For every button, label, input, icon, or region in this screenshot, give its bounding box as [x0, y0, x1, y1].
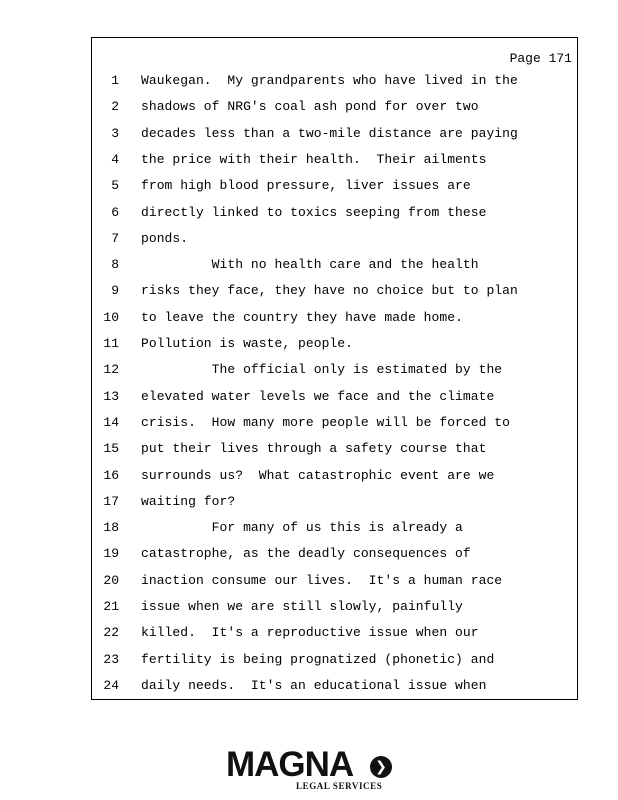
transcript-line	[92, 152, 577, 168]
line-text: decades less than a two-mile distance are paying	[141, 125, 518, 141]
line-text: Pollution is waste, people.	[141, 336, 353, 351]
line-text: elevated water levels we face and the climate	[141, 388, 495, 404]
line-text: ponds.	[141, 230, 189, 246]
transcript-page	[91, 37, 578, 700]
page-number: Page 171	[509, 51, 572, 66]
line-number: 13	[103, 388, 119, 404]
line-text: directly linked to toxics seeping from these	[141, 204, 487, 220]
line-text: fertility is being prognatized (phonetic) and	[141, 651, 495, 667]
line-number: 2	[111, 99, 119, 115]
logo-subtitle: LEGAL SERVICES	[296, 781, 383, 791]
line-number: 18	[103, 520, 119, 536]
line-text: With no health care and the health	[141, 257, 479, 273]
line-text: waiting for?	[141, 493, 236, 509]
line-number: 21	[103, 599, 119, 614]
transcript-line	[92, 652, 577, 668]
line-number: 24	[103, 677, 119, 693]
line-number: 14	[103, 414, 119, 430]
transcript-line	[92, 283, 577, 299]
transcript-line	[92, 520, 577, 536]
line-number: 12	[103, 362, 119, 378]
transcript-line	[92, 126, 577, 142]
line-text: risks they face, they have no choice but to plan	[141, 283, 518, 299]
transcript-line	[92, 257, 577, 273]
line-number: 1	[111, 73, 119, 88]
line-text: The official only is estimated by the	[141, 362, 503, 378]
transcript-line	[92, 546, 577, 562]
transcript-line	[92, 494, 577, 510]
line-text: the price with their health. Their ailments	[141, 151, 487, 167]
line-text: catastrophe, as the deadly consequences of	[141, 546, 471, 562]
line-text: daily needs. It's an educational issue when	[141, 677, 487, 693]
line-number: 11	[103, 336, 119, 351]
transcript-line	[92, 231, 577, 247]
transcript-line	[92, 468, 577, 484]
transcript-line	[92, 362, 577, 378]
line-text: For many of us this is already a	[141, 520, 463, 536]
line-text: surrounds us? What catastrophic event are we	[141, 467, 495, 483]
transcript-line	[92, 678, 577, 694]
line-number: 16	[103, 467, 119, 483]
line-number: 3	[111, 125, 119, 141]
line-number: 6	[111, 204, 119, 220]
transcript-line	[92, 389, 577, 405]
chevron-right-icon: ❯	[370, 756, 392, 778]
line-number: 4	[111, 151, 119, 167]
line-text: to leave the country they have made home.	[141, 309, 463, 325]
transcript-line	[92, 573, 577, 589]
transcript-line	[92, 415, 577, 431]
line-text: killed. It's a reproductive issue when our	[141, 625, 479, 641]
transcript-line	[92, 73, 577, 89]
line-number: 9	[111, 283, 119, 299]
transcript-line	[92, 178, 577, 194]
transcript-line	[92, 625, 577, 641]
line-text: shadows of NRG's coal ash pond for over two	[141, 99, 479, 115]
transcript-line	[92, 599, 577, 615]
line-number: 22	[103, 625, 119, 641]
line-text: crisis. How many more people will be forced to	[141, 414, 511, 430]
line-text: put their lives through a safety course that	[141, 441, 487, 457]
line-number: 19	[103, 546, 119, 562]
line-number: 20	[103, 572, 119, 588]
line-number: 15	[103, 441, 119, 457]
line-number: 10	[103, 309, 119, 325]
transcript-line	[92, 205, 577, 221]
line-text: Waukegan. My grandparents who have lived in the	[141, 73, 518, 88]
transcript-line	[92, 310, 577, 326]
line-text: issue when we are still slowly, painfully	[141, 599, 463, 614]
line-text: inaction consume our lives. It's a human race	[141, 572, 503, 588]
line-number: 5	[111, 178, 119, 194]
transcript-line	[92, 336, 577, 352]
line-number: 8	[111, 257, 119, 273]
logo-wordmark: MAGNA	[226, 745, 354, 784]
line-text: from high blood pressure, liver issues are	[141, 178, 471, 194]
line-number: 17	[103, 493, 119, 509]
transcript-line	[92, 99, 577, 115]
line-number: 7	[111, 230, 119, 246]
line-number: 23	[103, 651, 119, 667]
transcript-line	[92, 441, 577, 457]
magna-logo	[226, 747, 396, 793]
